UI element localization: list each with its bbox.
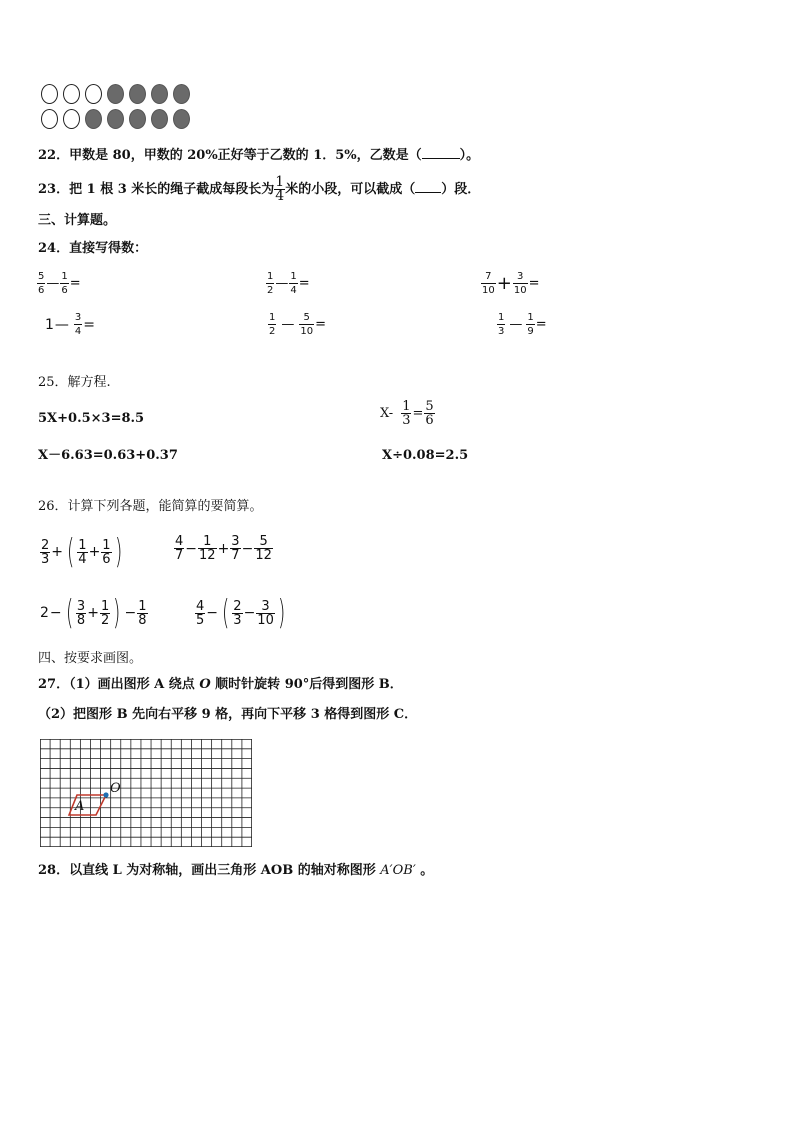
q24-item-3: $\frac{7}{10}$ + $\frac{3}{10}$ = [482, 271, 540, 296]
equation-1: 5X+0.5×3=8.5 [38, 411, 145, 426]
answer-blank [422, 145, 460, 159]
q24-item-2: $\frac{1}{2}$ — $\frac{1}{4}$ = [267, 271, 310, 296]
question-28: 28．以直线 L 为对称轴，画出三角形 AOB 的轴对称图形 A′OB′ 。 [38, 863, 434, 878]
section-3-heading: 三、计算题。 [38, 213, 117, 228]
section-4-heading: 四、按要求画图。 [38, 651, 143, 666]
q24-item-4: 1 — $\frac{3}{4}$ = [45, 312, 96, 337]
label-a: A [75, 799, 85, 814]
q26-expression-2: $\frac{4}{7}$ − $\frac{1}{12}$ + $\frac{3}{7}$ − $\frac{5}{12}$ [175, 534, 272, 563]
empty-circle [85, 84, 102, 104]
filled-circle [173, 84, 190, 104]
filled-circle [151, 109, 168, 129]
equation-4: X÷0.08=2.5 [382, 448, 469, 463]
q24-item-1: $\frac{5}{6}$ — $\frac{1}{6}$ = [38, 271, 81, 296]
filled-circle [151, 84, 168, 104]
filled-circle [129, 109, 146, 129]
question-23: 23．把 1 根 3 米长的绳子截成每段长为 $\frac{1}{4}$ 米的小段，可以截成（ ）段． [38, 174, 481, 204]
question-26-title: 26．计算下列各题，能简算的要简算。 [38, 499, 263, 514]
q24-item-5: $\frac{1}{2}$ — $\frac{5}{10}$ = [269, 312, 327, 337]
q26-expression-4: $\frac{4}{5}$ − ( $\frac{2}{3}$ − $\frac{3}{10}$ ) [196, 593, 286, 633]
fraction: $\frac{1}{4}$ [275, 174, 285, 204]
grid-figure [40, 739, 252, 847]
empty-circle [63, 109, 80, 129]
question-25-title: 25．解方程. [38, 375, 111, 390]
question-27-part-1: 27．（1）画出图形 A 绕点 O 顺时针旋转 90°后得到图形 B． [38, 677, 403, 692]
q24-item-6: $\frac{1}{3}$ — $\frac{1}{9}$ = [498, 312, 547, 337]
q26-expression-3: 2 − ( $\frac{3}{8}$ + $\frac{1}{2}$ ) − $\frac{1}{8}$ [40, 593, 147, 633]
empty-circle [41, 84, 58, 104]
label-o: O [110, 781, 121, 796]
filled-circle [173, 109, 190, 129]
grid-lines [40, 739, 252, 847]
filled-circle [107, 109, 124, 129]
filled-circle [85, 109, 102, 129]
equation-2: X- $\frac{1}{3}$ = $\frac{5}{6}$ [380, 399, 434, 428]
filled-circle [107, 84, 124, 104]
point-o [103, 792, 108, 797]
answer-blank [415, 179, 441, 193]
equation-3: X－6.63=0.63+0.37 [38, 448, 178, 463]
empty-circle [63, 84, 80, 104]
question-24-title: 24．直接写得数： [38, 241, 148, 256]
question-22: 22．甲数是 80，甲数的 20%正好等于乙数的 1．5%，乙数是（ ）。 [38, 145, 479, 165]
grid-svg [40, 739, 252, 847]
q26-expression-1: $\frac{2}{3}$ + ( $\frac{1}{4}$ + $\frac{1}{6}$ ) [41, 532, 122, 572]
empty-circle [41, 109, 58, 129]
filled-circle [129, 84, 146, 104]
question-27-part-2: （2）把图形 B 先向右平移 9 格，再向下平移 3 格得到图形 C． [38, 707, 418, 722]
